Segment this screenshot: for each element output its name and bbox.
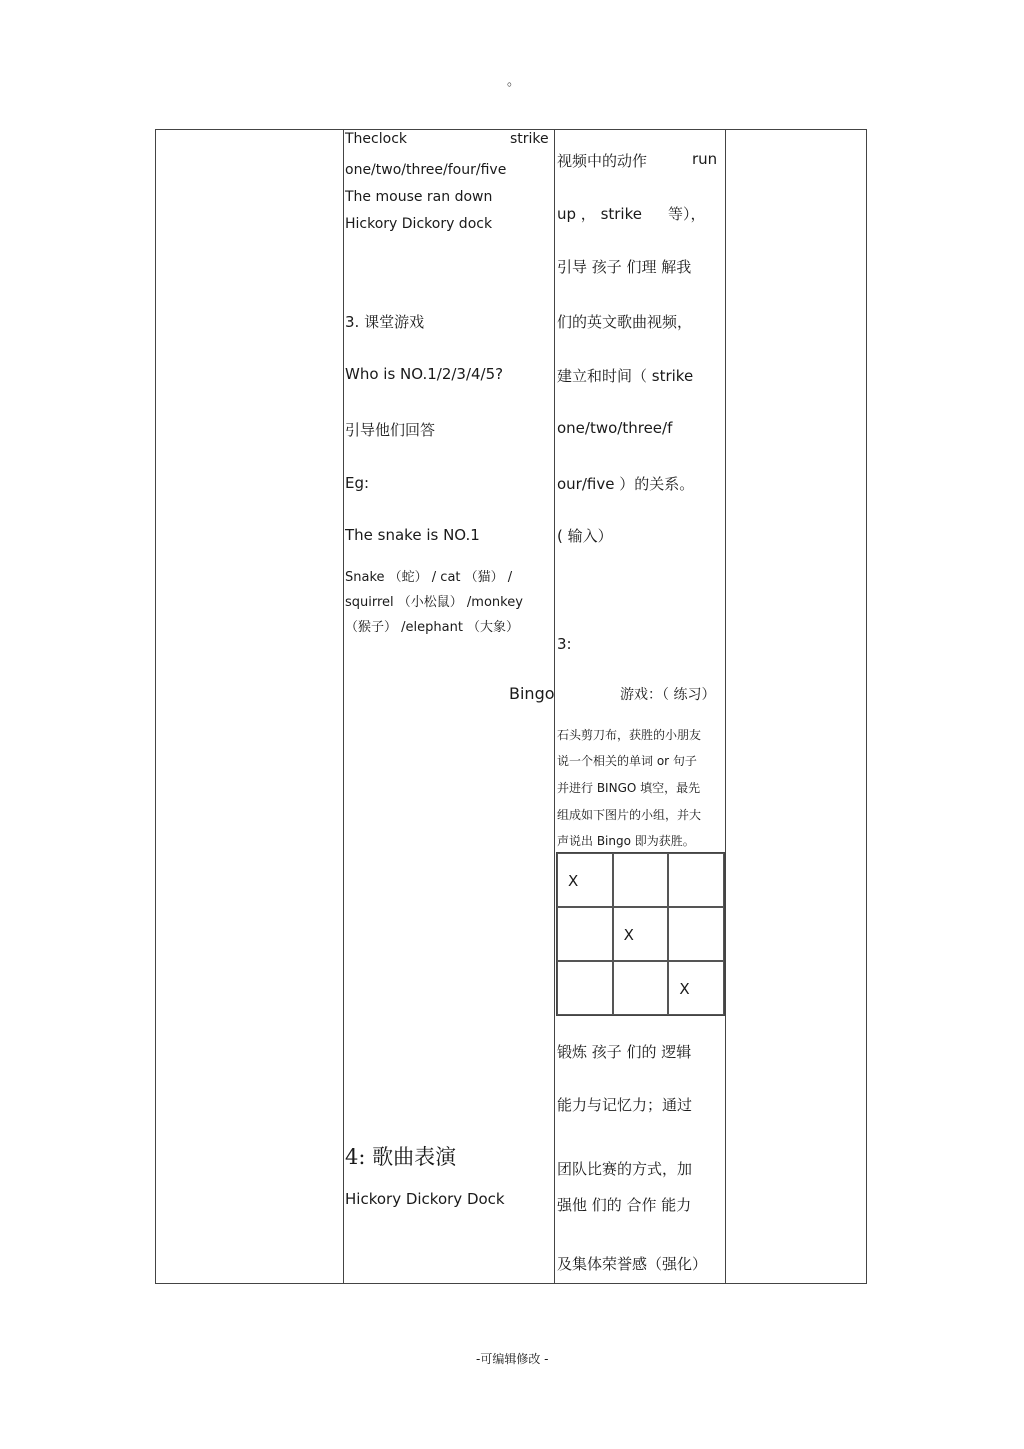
goal-line-5: 及集体荣誉感（强化） <box>557 1255 708 1273</box>
bingo-cell <box>557 907 613 961</box>
purpose-line-3: 引导 孩子 们理 解我 <box>557 258 692 276</box>
game-desc-2: 说一个相关的单词 or 句子 <box>557 754 697 768</box>
step-3-label: 3: <box>557 635 572 653</box>
clock-line-4: Hickory Dickory dock <box>345 216 493 232</box>
purpose-line-2a: up ， strike <box>557 205 642 223</box>
clock-line-1a: Theclock <box>345 131 407 147</box>
purpose-line-6: one/two/three/f <box>557 419 673 437</box>
lesson-table <box>155 129 867 1284</box>
example-sentence: The snake is NO.1 <box>345 526 480 544</box>
bingo-cell: X <box>668 961 724 1015</box>
bingo-cell <box>668 853 724 907</box>
goal-line-4: 强他 们的 合作 能力 <box>557 1196 692 1214</box>
purpose-line-4: 们的英文歌曲视频， <box>557 313 693 331</box>
goal-line-1: 锻炼 孩子 们的 逻辑 <box>557 1043 692 1061</box>
animal-list-1: Snake （蛇） / cat （猫） / <box>345 570 513 585</box>
bingo-cell <box>613 961 669 1015</box>
clock-line-3: The mouse ran down <box>345 189 493 205</box>
purpose-line-7: our/five ）的关系。 <box>557 475 695 493</box>
guide-text: 引导他们回答 <box>345 421 436 439</box>
bingo-cell: X <box>613 907 669 961</box>
purpose-line-1a: 视频中的动作 <box>557 152 648 170</box>
game-desc-3: 并进行 BINGO 填空，最先 <box>557 781 701 795</box>
header-mark: 。 <box>507 74 521 89</box>
animal-list-2: squirrel （小松鼠） /monkey <box>345 595 523 610</box>
bingo-label: Bingo <box>509 684 555 703</box>
goal-line-2: 能力与记忆力；通过 <box>557 1096 693 1114</box>
game-desc-4: 组成如下图片的小组，并大 <box>557 808 702 822</box>
clock-line-1b: strike <box>510 131 549 147</box>
game-title: 3. 课堂游戏 <box>345 313 425 331</box>
song-name: Hickory Dickory Dock <box>345 1190 505 1208</box>
bingo-grid <box>556 852 725 1016</box>
game-desc-1: 石头剪刀布，获胜的小朋友 <box>557 728 702 742</box>
animal-list-3: （猴子） /elephant （大象） <box>345 620 520 635</box>
game-practice-label: 游戏：（ 练习） <box>620 687 716 703</box>
bingo-cell: X <box>557 853 613 907</box>
purpose-line-8: ( 输入） <box>557 527 613 545</box>
bingo-cell <box>668 907 724 961</box>
clock-line-2: one/two/three/four/five <box>345 162 507 178</box>
purpose-line-1b: run <box>692 150 718 168</box>
bingo-cell <box>613 853 669 907</box>
column-divider-2 <box>554 129 555 1284</box>
goal-line-3: 团队比赛的方式，加 <box>557 1160 693 1178</box>
column-divider-1 <box>343 129 344 1284</box>
game-desc-5: 声说出 Bingo 即为获胜。 <box>557 834 695 848</box>
purpose-line-2b: 等）， <box>668 205 706 223</box>
game-question: Who is NO.1/2/3/4/5? <box>345 365 504 383</box>
purpose-line-5: 建立和时间（ strike <box>557 367 694 385</box>
column-divider-3 <box>725 129 726 1284</box>
page-footer: -可编辑修改 - <box>476 1352 549 1366</box>
song-title: 4: 歌曲表演 <box>345 1145 457 1169</box>
eg-label: Eg: <box>345 474 370 492</box>
bingo-cell <box>557 961 613 1015</box>
